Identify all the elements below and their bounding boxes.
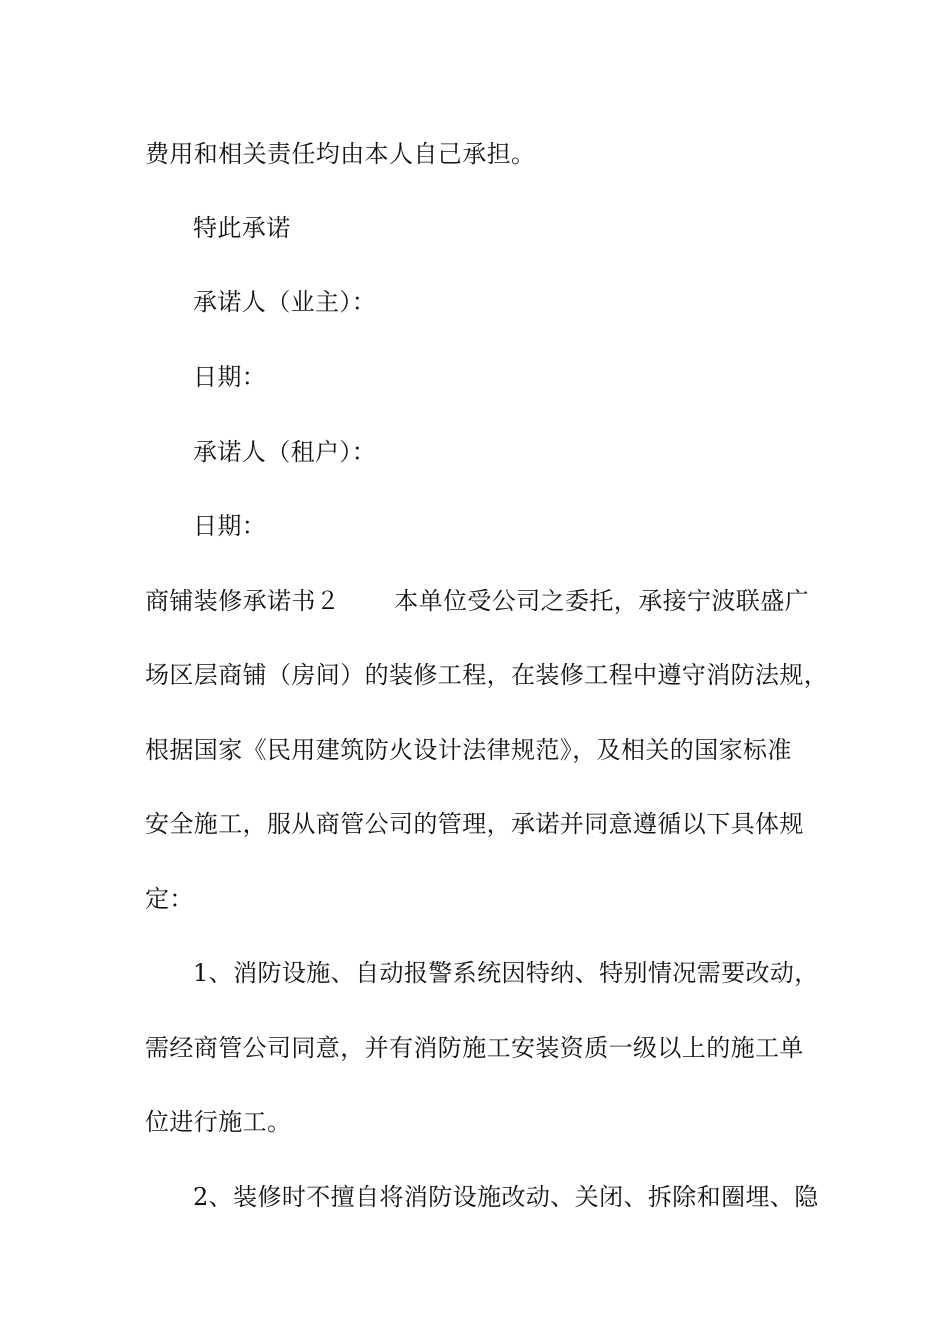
- body-line-5: 1、消防设施、自动报警系统因特纳、特别情况需要改动，: [193, 959, 819, 987]
- body-line-3: 安全施工，服从商管公司的管理，承诺并同意遵循以下具体规: [145, 810, 804, 838]
- body-line-8: 2、装修时不擅自将消防设施改动、关闭、拆除和圈埋、隐: [193, 1183, 819, 1211]
- text-line-responsibility: 费用和相关责任均由本人自己承担。: [145, 140, 536, 168]
- text-line-date-owner: 日期：: [193, 363, 267, 391]
- section-heading-line: [145, 585, 835, 617]
- text-line-hereby-promise: 特此承诺: [193, 214, 291, 242]
- body-line-1: 场区层商铺（房间）的装修工程，在装修工程中遵守消防法规，: [145, 661, 829, 689]
- section-lead: 本单位受公司之委托，承接宁波联盛广: [394, 587, 810, 615]
- body-line-2: 根据国家《民用建筑防火设计法律规范》，及相关的国家标准: [145, 736, 792, 764]
- body-line-6: 需经商管公司同意，并有消防施工安装资质一级以上的施工单: [145, 1034, 804, 1062]
- section-title: 商铺装修承诺书２: [145, 587, 341, 615]
- text-line-promisor-owner: 承诺人（业主）：: [193, 288, 377, 316]
- text-line-date-tenant: 日期：: [193, 512, 267, 540]
- body-line-4: 定：: [145, 885, 194, 913]
- text-line-promisor-tenant: 承诺人（租户）：: [193, 438, 377, 466]
- body-line-7: 位进行施工。: [145, 1108, 292, 1136]
